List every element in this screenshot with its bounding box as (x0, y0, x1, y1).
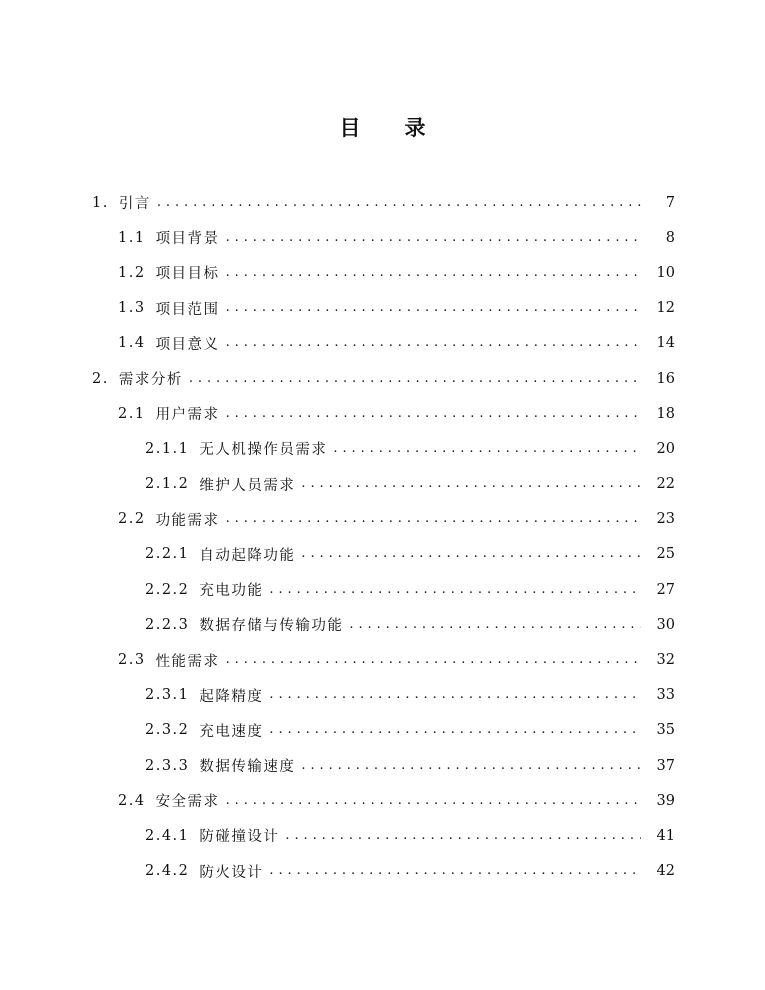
toc-entry-number: 2.3 (118, 652, 146, 669)
toc-entry[interactable] (0, 818, 765, 853)
toc-dot-leader (226, 264, 641, 282)
toc-entry-page-number: 41 (656, 827, 675, 844)
toc-entry-page-number: 7 (665, 194, 675, 211)
toc-entry-label: 功能需求 (155, 512, 220, 529)
toc-entry-number: 1.3 (118, 300, 146, 317)
toc-dot-leader (189, 370, 641, 388)
toc-entry[interactable] (0, 537, 765, 572)
toc-entry-number: 2.2 (118, 511, 146, 528)
toc-entry-number: 2.3.1 (145, 687, 190, 704)
toc-entry-label: 无人机操作员需求 (199, 442, 328, 459)
toc-entry-page-number: 14 (656, 335, 675, 352)
toc-entry-number: 2. (92, 370, 109, 387)
toc-entry-label: 用户需求 (155, 407, 220, 424)
toc-entry-label: 项目目标 (155, 266, 220, 283)
toc-entry-page-number: 32 (656, 652, 675, 669)
toc-entry-number: 1. (92, 194, 109, 211)
toc-entry-label: 防火设计 (199, 864, 264, 881)
toc-entry-label: 充电功能 (199, 583, 264, 600)
toc-entry[interactable] (0, 713, 765, 748)
toc-entry[interactable] (0, 291, 765, 326)
toc-entry-label: 安全需求 (155, 794, 220, 811)
toc-entry-page-number: 16 (656, 370, 675, 387)
toc-entry-number: 2.2.1 (145, 546, 190, 563)
toc-entry[interactable] (0, 854, 765, 889)
toc-entry-number: 2.4 (118, 792, 146, 809)
toc-entry-page-number: 12 (656, 300, 675, 317)
toc-entry-page-number: 33 (656, 687, 675, 704)
toc-title-char-1: 目 (339, 116, 361, 140)
toc-title (0, 112, 765, 142)
toc-entry-page-number: 23 (656, 511, 675, 528)
toc-entry[interactable] (0, 185, 765, 220)
toc-dot-leader (226, 229, 641, 247)
toc-dot-leader (269, 721, 641, 739)
toc-entry-page-number: 20 (656, 440, 675, 457)
toc-dot-leader (226, 792, 641, 810)
toc-entry-page-number: 42 (656, 863, 675, 880)
toc-entry[interactable] (0, 361, 765, 396)
toc-dot-leader (226, 299, 641, 317)
toc-entry[interactable] (0, 431, 765, 466)
toc-entry-number: 1.1 (118, 229, 146, 246)
toc-list (0, 185, 765, 889)
toc-entry-label: 数据传输速度 (199, 759, 296, 776)
toc-dot-leader (269, 686, 641, 704)
toc-entry[interactable] (0, 642, 765, 677)
toc-entry[interactable] (0, 467, 765, 502)
toc-entry-number: 2.1.2 (145, 476, 190, 493)
toc-entry-page-number: 22 (656, 476, 675, 493)
toc-entry-number: 2.1.1 (145, 440, 190, 457)
toc-dot-leader (301, 757, 641, 775)
toc-entry-page-number: 8 (665, 229, 675, 246)
toc-entry-number: 2.3.3 (145, 757, 190, 774)
toc-entry-label: 数据存储与传输功能 (199, 618, 344, 635)
toc-entry-number: 2.2.3 (145, 616, 190, 633)
toc-entry-label: 项目背景 (155, 231, 220, 248)
toc-entry-label: 起降精度 (199, 688, 264, 705)
toc-title-char-2: 录 (404, 116, 426, 140)
toc-entry-page-number: 39 (656, 792, 675, 809)
toc-entry-label: 需求分析 (118, 372, 183, 389)
toc-entry-number: 1.2 (118, 264, 146, 281)
toc-entry-page-number: 10 (656, 264, 675, 281)
toc-entry[interactable] (0, 255, 765, 290)
toc-entry[interactable] (0, 607, 765, 642)
toc-entry-page-number: 37 (656, 757, 675, 774)
toc-entry-label: 项目范围 (155, 301, 220, 318)
toc-dot-leader (301, 545, 641, 563)
toc-entry-page-number: 25 (656, 546, 675, 563)
toc-entry[interactable] (0, 783, 765, 818)
toc-entry-number: 2.4.2 (145, 863, 190, 880)
toc-dot-leader (269, 581, 641, 599)
toc-dot-leader (349, 616, 641, 634)
toc-dot-leader (269, 862, 641, 880)
toc-entry-page-number: 35 (656, 722, 675, 739)
toc-dot-leader (285, 827, 641, 845)
toc-entry-page-number: 18 (656, 405, 675, 422)
toc-entry-label: 性能需求 (155, 653, 220, 670)
toc-dot-leader (226, 651, 641, 669)
toc-entry-number: 2.2.2 (145, 581, 190, 598)
toc-dot-leader (226, 405, 641, 423)
toc-dot-leader (226, 510, 641, 528)
toc-entry[interactable] (0, 220, 765, 255)
toc-entry[interactable] (0, 502, 765, 537)
toc-dot-leader (333, 440, 641, 458)
toc-entry[interactable] (0, 572, 765, 607)
toc-entry-label: 防碰撞设计 (199, 829, 280, 846)
toc-entry-page-number: 27 (656, 581, 675, 598)
toc-entry-number: 2.3.2 (145, 722, 190, 739)
toc-entry-number: 1.4 (118, 335, 146, 352)
toc-dot-leader (301, 475, 641, 493)
toc-entry-page-number: 30 (656, 616, 675, 633)
toc-entry-label: 维护人员需求 (199, 477, 296, 494)
toc-entry-number: 2.1 (118, 405, 146, 422)
toc-dot-leader (226, 334, 641, 352)
toc-entry-label: 引言 (118, 196, 151, 213)
toc-entry-label: 自动起降功能 (199, 547, 296, 564)
toc-entry[interactable] (0, 326, 765, 361)
toc-entry[interactable] (0, 678, 765, 713)
toc-entry[interactable] (0, 396, 765, 431)
toc-entry-label: 项目意义 (155, 336, 220, 353)
toc-entry-number: 2.4.1 (145, 827, 190, 844)
toc-entry[interactable] (0, 748, 765, 783)
toc-entry-label: 充电速度 (199, 723, 264, 740)
toc-dot-leader (157, 194, 641, 212)
